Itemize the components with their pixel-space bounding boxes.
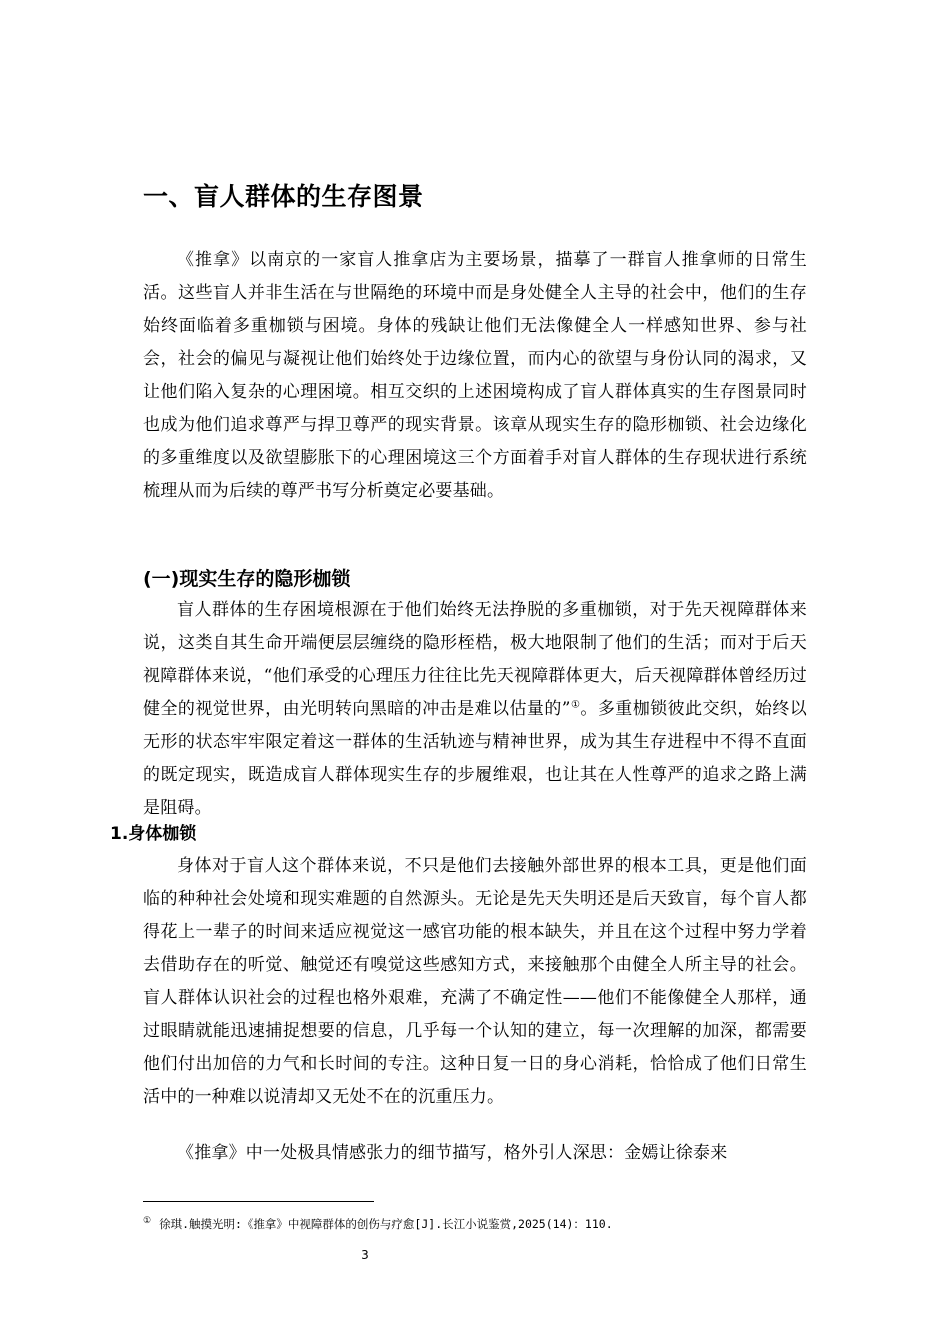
- section-paragraph-text-before-note: 盲人群体的生存困境根源在于他们始终无法挣脱的多重枷锁，对于先天视障群体来说，这类自其生命开端便层层缠绕的隐形桎梏，极大地限制了他们的生活；而对于后天视障群体来说，“他们承受的心理压力往往比先天视障群体更大，后天视障群体曾经历过健全的视觉世界，由光明转向黑暗的冲击是难以估量的”: [143, 600, 807, 719]
- subsection-title: 1.身体枷锁: [110, 824, 197, 844]
- body-paragraph: 身体对于盲人这个群体来说，不只是他们去接触外部世界的根本工具，更是他们面临的种种社会处境和现实难题的自然源头。无论是先天失明还是后天致盲，每个盲人都得花上一辈子的时间来适应视觉这一感官功能的根本缺失，并且在这个过程中努力学着去借助存在的听觉、触觉还有嗅觉这些感知方式，来接触那个由健全人所主导的社会。盲人群体认识社会的过程也格外艰难，充满了不确定性——他们不能像健全人那样，通过眼睛就能迅速捕捉想要的信息，几乎每一个认知的建立，每一次理解的加深，都需要他们付出加倍的力气和长时间的专注。这种日复一日的身心消耗，恰恰成了他们日常生活中的一种难以说清却又无处不在的沉重压力。: [143, 856, 807, 1107]
- section-paragraph-text-after-note: 。多重枷锁彼此交织，始终以无形的状态牢牢限定着这一群体的生活轨迹与精神世界，成为其生存进程中不得不直面的既定现实，既造成盲人群体现实生存的步履维艰，也让其在人性尊严的追求之路上满是阻碍。: [143, 699, 807, 818]
- last-paragraph: 《推拿》中一处极具情感张力的细节描写，格外引人深思：金嫣让徐泰来: [177, 1143, 728, 1163]
- chapter-title: 一、盲人群体的生存图景: [143, 182, 424, 211]
- intro-paragraph: 《推拿》以南京的一家盲人推拿店为主要场景，描摹了一群盲人推拿师的日常生活。这些盲人并非生活在与世隔绝的环境中而是身处健全人主导的社会中，他们的生存始终面临着多重枷锁与困境。身体的残缺让他们无法像健全人一样感知世界、参与社会，社会的偏见与凝视让他们始终处于边缘位置，而内心的欲望与身份认同的渴求，又让他们陷入复杂的心理困境。相互交织的上述困境构成了盲人群体真实的生存图景同时也成为他们追求尊严与捍卫尊严的现实背景。该章从现实生存的隐形枷锁、社会边缘化的多重维度以及欲望膨胀下的心理困境这三个方面着手对盲人群体的生存现状进行系统梳理从而为后续的尊严书写分析奠定必要基础。: [143, 250, 807, 501]
- section-paragraph: [143, 594, 807, 825]
- footnote-divider: [143, 1201, 374, 1202]
- footnote-reference[interactable]: ①: [570, 699, 581, 711]
- page-number: 3: [361, 1248, 369, 1262]
- footnote-marker: ①: [143, 1216, 152, 1226]
- footnote: [143, 1213, 807, 1232]
- section-title: (一)现实生存的隐形枷锁: [143, 568, 351, 590]
- footnote-text: 徐琪.触摸光明:《推拿》中视障群体的创伤与疗愈[J].长江小说鉴赏,2025(14)：110.: [159, 1216, 613, 1231]
